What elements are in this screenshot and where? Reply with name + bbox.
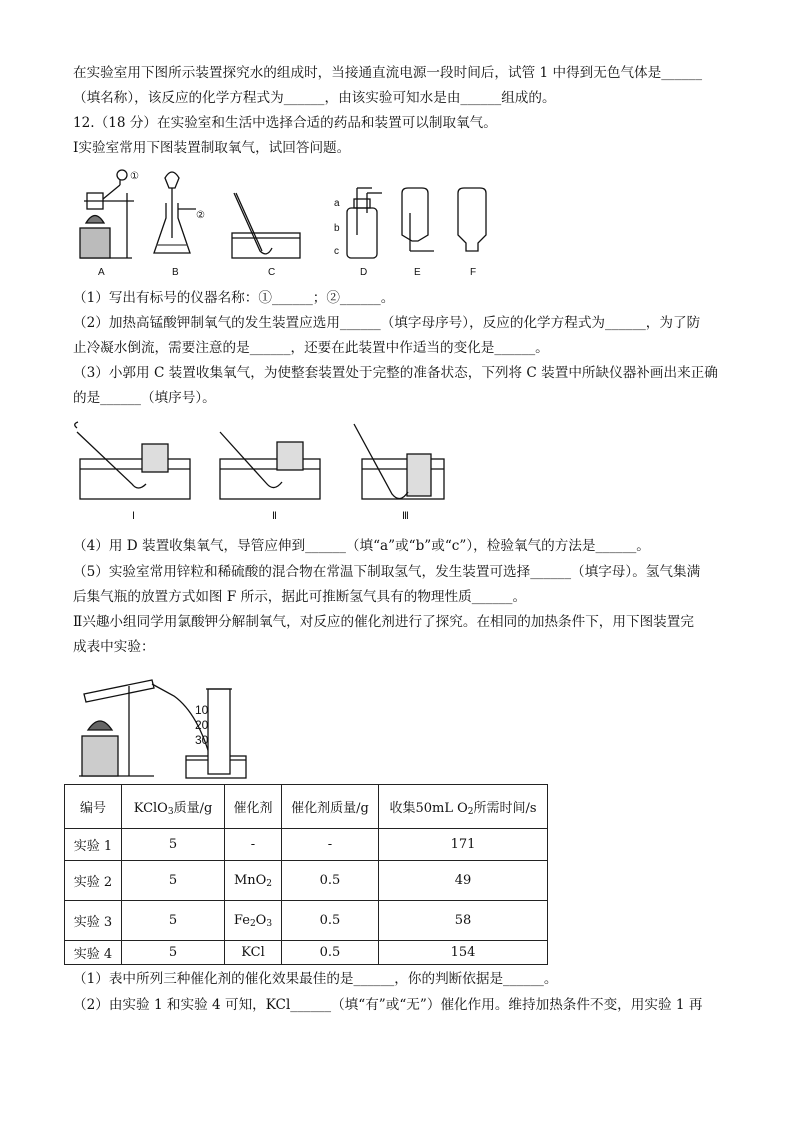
d-mark-b: b — [334, 223, 340, 234]
part-1-intro: Ⅰ实验室常用下图装置制取氧气，试回答问题。 — [73, 140, 351, 156]
cell-catalyst: KCl — [225, 941, 282, 965]
cell-mass: 5 — [122, 941, 225, 965]
question-3-line-b: 的是______（填序号）。 — [73, 390, 216, 406]
cell-time: 49 — [379, 861, 548, 901]
apparatus-f — [458, 188, 486, 251]
text-line-1: 在实验室用下图所示装置探究水的组成时，当接通直流电源一段时间后，试管 1 中得到无色气体是______ — [73, 65, 703, 81]
table-question-1: （1）表中所列三种催化剂的催化效果最佳的是______，你的判断依据是______。 — [73, 971, 558, 987]
question-12-heading: 12.（18 分）在实验室和生活中选择合适的药品和装置可以制取氧气。 — [73, 115, 497, 131]
table-header-row — [65, 785, 548, 829]
question-4: （4）用 D 装置收集氧气，导管应伸到______（填“a”或“b”或“c”），检验氧气的方法是______。 — [73, 538, 650, 554]
label-f: F — [470, 267, 477, 278]
d-mark-a: a — [334, 198, 340, 209]
label-e: E — [414, 267, 421, 278]
cell-id: 实验 1 — [65, 829, 122, 861]
header-kclo3-mass: KClO$_3$质量/g — [122, 785, 225, 829]
table-row — [65, 861, 548, 901]
scale-20: 20 — [195, 718, 209, 732]
label-a: A — [98, 267, 105, 278]
cell-mass: 5 — [122, 861, 225, 901]
cell-catalyst-mass: 0.5 — [282, 901, 379, 941]
cell-time: 171 — [379, 829, 548, 861]
apparatus-d — [347, 188, 382, 258]
cell-time: 154 — [379, 941, 548, 965]
cell-catalyst: $Fe_2O_3$ — [225, 901, 282, 941]
apparatus-a — [80, 170, 134, 258]
cell-time: 58 — [379, 901, 548, 941]
cell-catalyst-mass: - — [282, 829, 379, 861]
experiment-table — [64, 784, 548, 965]
option-2 — [220, 432, 320, 499]
cell-mass: 5 — [122, 829, 225, 861]
cell-catalyst: MnO$_2$ — [225, 861, 282, 901]
question-2-line-a: （2）加热高锰酸钾制氧气的发生装置应选用______（填字母序号），反应的化学方程式为______，为了防 — [73, 315, 701, 331]
part-2-intro-b: 成表中实验： — [73, 639, 155, 655]
apparatus-figure-a-f — [72, 163, 502, 283]
option-label-1: Ⅰ — [132, 511, 135, 522]
text-line-2: （填名称），该反应的化学方程式为______，由该实验可知水是由______组成的。 — [73, 90, 556, 106]
table-row — [65, 941, 548, 965]
question-5-line-a: （5）实验室常用锌粒和稀硫酸的混合物在常温下制取氢气，发生装置可选择______（填字母）。氢气集满 — [73, 564, 701, 580]
kclo3-apparatus-figure — [74, 664, 254, 784]
cell-catalyst-mass: 0.5 — [282, 941, 379, 965]
option-3 — [354, 424, 444, 499]
d-mark-c: c — [334, 246, 339, 257]
collection-options-figure — [72, 414, 472, 529]
option-label-2: Ⅱ — [272, 511, 277, 522]
label-b: B — [172, 267, 179, 278]
question-2-line-b: 止冷凝水倒流，需要注意的是______，还要在此装置中作适当的变化是______。 — [73, 340, 549, 356]
label-c: C — [268, 267, 276, 278]
cell-id: 实验 3 — [65, 901, 122, 941]
part-2-intro-a: Ⅱ兴趣小组同学用氯酸钾分解制氧气，对反应的催化剂进行了探究。在相同的加热条件下，用下图装置完 — [73, 614, 694, 630]
question-1: （1）写出有标号的仪器名称：①______；②______。 — [73, 290, 395, 306]
apparatus-c — [232, 193, 300, 258]
mark-1: ① — [130, 171, 139, 182]
cell-mass: 5 — [122, 901, 225, 941]
cell-id: 实验 2 — [65, 861, 122, 901]
cell-catalyst-mass: 0.5 — [282, 861, 379, 901]
mark-2: ② — [196, 210, 205, 221]
option-label-3: Ⅲ — [402, 511, 409, 522]
table-row — [65, 829, 548, 861]
header-id: 编号 — [65, 785, 122, 829]
label-d: D — [360, 267, 368, 278]
apparatus-e — [402, 188, 434, 251]
header-catalyst: 催化剂 — [225, 785, 282, 829]
question-3-line-a: （3）小郭用 C 装置收集氧气，为使整套装置处于完整的准备状态，下列将 C 装置中所缺仪器补画出来正确 — [73, 365, 718, 381]
table-row — [65, 901, 548, 941]
scale-10: 10 — [195, 703, 209, 717]
question-5-line-b: 后集气瓶的放置方式如图 F 所示，据此可推断氢气具有的物理性质______。 — [73, 589, 527, 605]
cell-id: 实验 4 — [65, 941, 122, 965]
header-catalyst-mass: 催化剂质量/g — [282, 785, 379, 829]
option-1 — [75, 422, 190, 499]
scale-30: 30 — [195, 733, 209, 747]
table-question-2: （2）由实验 1 和实验 4 可知，KCl______（填“有”或“无”）催化作用。维持加热条件不变，用实验 1 再 — [73, 997, 703, 1013]
cell-catalyst: - — [225, 829, 282, 861]
header-time: 收集50mL $O_2$所需时间/s — [379, 785, 548, 829]
apparatus-b — [154, 172, 196, 253]
